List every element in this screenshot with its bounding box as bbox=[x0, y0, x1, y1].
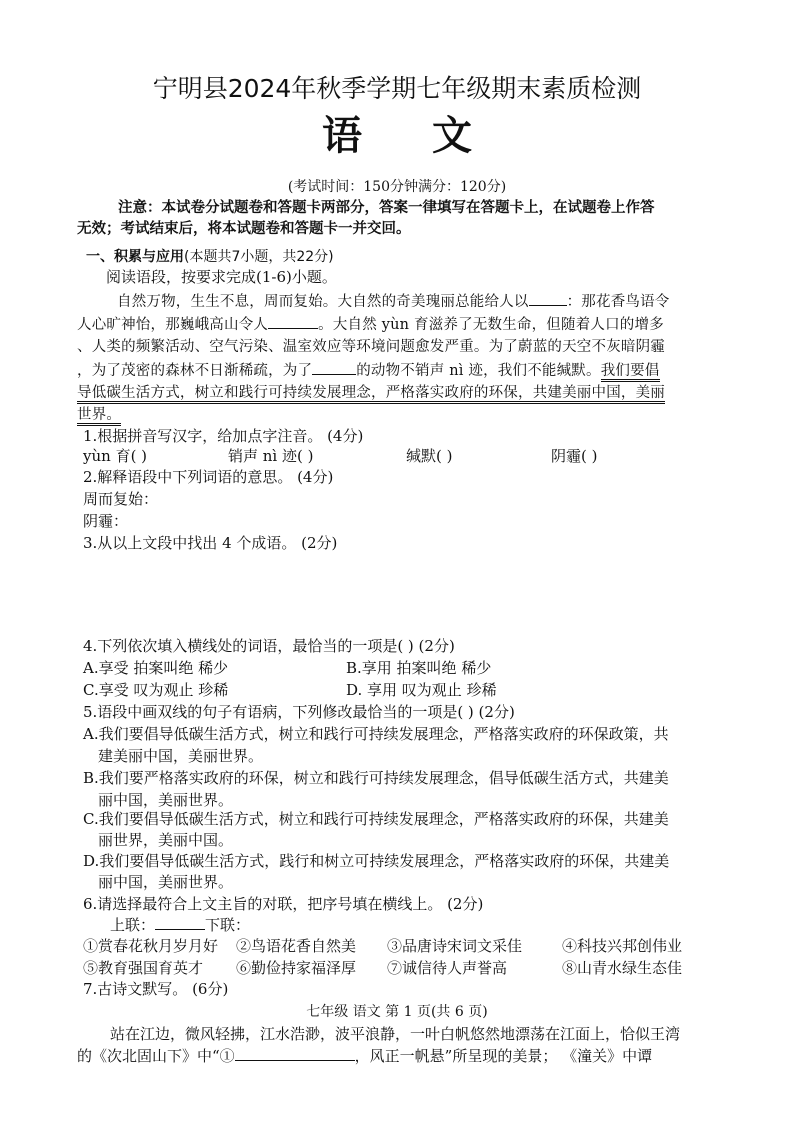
notice-line-1: 注意：本试卷分试题卷和答题卡两部分，答案一律填写在答题卡上，在试题卷上作答 bbox=[118, 199, 655, 216]
subject-char-1: 语 bbox=[322, 113, 362, 159]
question-2: 2.解释语段中下列词语的意思。 (4分) bbox=[83, 468, 334, 486]
section-instruction: 阅读语段，按要求完成(1-6)小题。 bbox=[106, 268, 337, 286]
question-3: 3.从以上文段中找出 4 个成语。 (2分) bbox=[83, 534, 338, 552]
q7-text: 的《次北固山下》中“① bbox=[77, 1047, 235, 1065]
subject-char-2: 文 bbox=[432, 113, 472, 159]
notice-line-2: 无效；考试结束后，将本试题卷和答题卡一并交回。 bbox=[77, 220, 411, 237]
exam-info: (考试时间：150分钟满分：120分) bbox=[287, 179, 507, 195]
double-underlined-sentence: 世界。 bbox=[77, 407, 121, 426]
exam-title: 宁明县2024年秋季学期七年级期末素质检测 bbox=[152, 74, 642, 103]
page-footer: 七年级 语文 第 1 页(共 6 页) bbox=[306, 1004, 488, 1020]
passage-line-1 bbox=[117, 290, 670, 313]
q2-term-1: 周而复始： bbox=[83, 490, 159, 508]
q1-item-3: 缄默( ) bbox=[406, 447, 453, 465]
q1-item-2: 销声 nì 迹( ) bbox=[228, 447, 314, 465]
q4-option-c: C.享受 叹为观止 珍稀 bbox=[83, 681, 229, 699]
q6-option-5: ⑤教育强国育英才 bbox=[83, 959, 204, 977]
q5-option-c-line-1: C.我们要倡导低碳生活方式，树立和践行可持续发展理念，严格落实政府的环保，共建美 bbox=[83, 810, 669, 828]
question-5: 5.语段中画双线的句子有语病，下列修改最恰当的一项是( ) (2分) bbox=[83, 703, 515, 721]
q6-option-7: ⑦诚信待人声誉高 bbox=[387, 959, 508, 977]
q4-option-b: B.享用 拍案叫绝 稀少 bbox=[346, 659, 492, 677]
double-underlined-sentence: 我们要倡 bbox=[601, 363, 660, 382]
question-4: 4.下列依次填入横线处的词语，最恰当的一项是( ) (2分) bbox=[83, 637, 455, 655]
q6-option-1: ①赏春花秋月岁月好 bbox=[83, 937, 219, 955]
section-heading bbox=[86, 246, 334, 268]
q6-upper-label: 上联： bbox=[110, 916, 156, 934]
answer-blank bbox=[529, 290, 567, 306]
passage-text: 的动物不销声 nì 迹，我们不能缄默。 bbox=[356, 363, 601, 379]
q4-option-a: A.享受 拍案叫绝 稀少 bbox=[83, 659, 229, 677]
section-title: 一、积累与应用 bbox=[86, 249, 184, 265]
q7-text-line-2 bbox=[77, 1045, 652, 1067]
passage-line-5 bbox=[77, 382, 665, 404]
passage-text: ：那花香鸟语令 bbox=[566, 294, 670, 310]
q7-text-line-1: 站在江边，微风轻拂，江水浩渺，波平浪静，一叶白帆悠然地漂荡在江面上，恰似王湾 bbox=[110, 1025, 681, 1043]
question-7: 7.古诗文默写。 (6分) bbox=[83, 980, 229, 998]
passage-text: ，为了茂密的森林不日渐稀疏，为了 bbox=[77, 363, 313, 379]
passage-text: 。大自然 yùn 育滋养了无数生命，但随着人口的增多 bbox=[318, 317, 664, 333]
passage-text: 人心旷神怡，那巍峨高山令人 bbox=[77, 317, 269, 333]
q5-option-a-line-2: 建美丽中国，美丽世界。 bbox=[98, 747, 264, 765]
q1-item-1: yùn 育( ) bbox=[83, 447, 148, 465]
answer-blank bbox=[155, 914, 205, 930]
q2-term-2: 阴霾： bbox=[83, 512, 129, 530]
q5-option-b-line-1: B.我们要严格落实政府的环保，树立和践行可持续发展理念，倡导低碳生活方式，共建美 bbox=[83, 769, 669, 787]
q6-option-8: ⑧山青水绿生态佳 bbox=[562, 959, 683, 977]
passage-line-6 bbox=[77, 404, 121, 426]
answer-blank bbox=[235, 1045, 355, 1061]
q5-option-b-line-2: 丽中国，美丽世界。 bbox=[98, 791, 234, 809]
q6-lower-label: 下联： bbox=[205, 916, 251, 934]
q5-option-c-line-2: 丽世界，美丽中国。 bbox=[98, 831, 234, 849]
q4-option-d: D. 享用 叹为观止 珍稀 bbox=[346, 681, 497, 699]
q6-option-4: ④科技兴邦创伟业 bbox=[562, 937, 683, 955]
q6-option-2: ②鸟语花香自然美 bbox=[236, 937, 357, 955]
passage-line-2 bbox=[77, 313, 664, 336]
section-note: (本题共7小题，共22分) bbox=[184, 249, 334, 265]
passage-line-4 bbox=[77, 359, 660, 382]
q6-option-3: ③品唐诗宋词文采佳 bbox=[387, 937, 523, 955]
answer-blank bbox=[268, 313, 318, 329]
q5-option-d-line-2: 丽中国，美丽世界。 bbox=[98, 873, 234, 891]
question-1: 1.根据拼音写汉字，给加点字注音。 (4分) bbox=[83, 427, 364, 445]
q1-item-4: 阴霾( ) bbox=[551, 447, 598, 465]
q6-option-6: ⑥勤俭持家福泽厚 bbox=[236, 959, 357, 977]
question-6: 6.请选择最符合上文主旨的对联，把序号填在横线上。 (2分) bbox=[83, 895, 484, 913]
q6-couplet-blanks bbox=[110, 914, 250, 936]
q5-option-d-line-1: D.我们要倡导低碳生活方式，践行和树立可持续发展理念，严格落实政府的环保，共建美 bbox=[83, 852, 670, 870]
double-underlined-sentence: 导低碳生活方式，树立和践行可持续发展理念，严格落实政府的环保，共建美丽中国，美丽 bbox=[77, 385, 665, 404]
passage-line-3: 、人类的频繁活动、空气污染、温室效应等环境问题愈发严重。为了蔚蓝的天空不灰暗阴霾 bbox=[77, 339, 665, 355]
answer-blank bbox=[312, 359, 356, 375]
q5-option-a-line-1: A.我们要倡导低碳生活方式，树立和践行可持续发展理念，严格落实政府的环保政策，共 bbox=[83, 725, 669, 743]
passage-text: 自然万物，生生不息，周而复始。大自然的奇美瑰丽总能给人以 bbox=[117, 294, 529, 310]
q7-text: ，风正一帆悬”所呈现的美景； 《潼关》中谭 bbox=[354, 1047, 653, 1065]
subject-title bbox=[0, 110, 794, 162]
